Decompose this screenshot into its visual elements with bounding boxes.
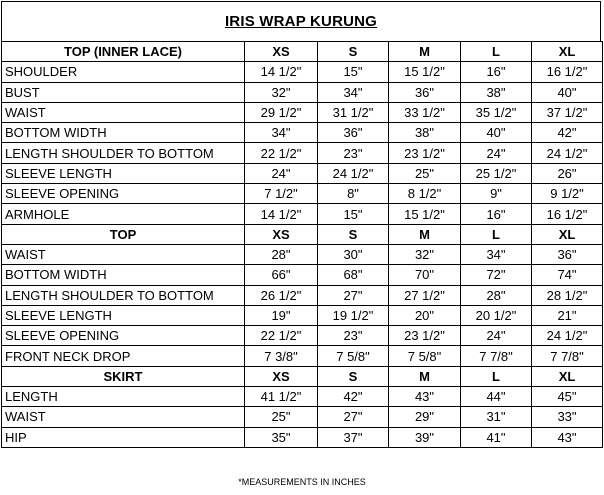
table-row — [2, 62, 603, 82]
measurement-value: 31 1/2" — [318, 102, 389, 122]
measurement-value: 37" — [318, 427, 389, 447]
measurements-footnote: *MEASUREMENTS IN INCHES — [238, 477, 366, 487]
measurement-value: 7 5/8" — [389, 346, 461, 366]
measurement-value: 33" — [532, 407, 603, 427]
measurement-value: 43" — [532, 427, 603, 447]
measurement-value: 40" — [532, 82, 603, 102]
size-header-s: S — [318, 42, 389, 62]
measurement-label: WAIST — [2, 102, 245, 122]
measurement-value: 32" — [389, 244, 461, 264]
section-header-top-inner-lace — [2, 42, 603, 62]
measurement-value: 7 3/8" — [245, 346, 318, 366]
measurement-value: 26 1/2" — [245, 285, 318, 305]
measurement-value: 21" — [532, 305, 603, 325]
measurement-value: 24" — [461, 326, 532, 346]
measurement-value: 31" — [461, 407, 532, 427]
measurement-value: 24 1/2" — [532, 326, 603, 346]
measurement-value: 39" — [389, 427, 461, 447]
measurement-value: 45" — [532, 387, 603, 407]
table-row — [2, 285, 603, 305]
measurement-label: BUST — [2, 82, 245, 102]
measurement-label: SLEEVE OPENING — [2, 184, 245, 204]
measurement-value: 34" — [245, 123, 318, 143]
measurement-value: 36" — [532, 244, 603, 264]
section-header-top — [2, 224, 603, 244]
measurement-value: 30" — [318, 244, 389, 264]
measurement-value: 20" — [389, 305, 461, 325]
measurement-value: 27" — [318, 407, 389, 427]
measurement-value: 23" — [318, 143, 389, 163]
measurement-value: 8" — [318, 184, 389, 204]
measurement-value: 37 1/2" — [532, 102, 603, 122]
table-row — [2, 184, 603, 204]
measurement-label: SHOULDER — [2, 62, 245, 82]
measurement-label: LENGTH — [2, 387, 245, 407]
measurement-value: 24" — [461, 143, 532, 163]
measurement-value: 38" — [389, 123, 461, 143]
size-header-m: M — [389, 42, 461, 62]
size-header-xl: XL — [532, 366, 603, 386]
measurement-label: LENGTH SHOULDER TO BOTTOM — [2, 143, 245, 163]
measurement-label: SLEEVE LENGTH — [2, 163, 245, 183]
measurement-value: 28 1/2" — [532, 285, 603, 305]
measurement-value: 68" — [318, 265, 389, 285]
measurement-value: 16 1/2" — [532, 204, 603, 224]
size-header-m: M — [389, 366, 461, 386]
measurement-value: 22 1/2" — [245, 326, 318, 346]
table-row — [2, 123, 603, 143]
size-header-xl: XL — [532, 42, 603, 62]
measurement-value: 7 7/8" — [532, 346, 603, 366]
table-row — [2, 102, 603, 122]
title-box — [1, 1, 601, 41]
measurement-value: 23 1/2" — [389, 326, 461, 346]
size-header-s: S — [318, 366, 389, 386]
table-row — [2, 244, 603, 264]
measurement-value: 16 1/2" — [532, 62, 603, 82]
table-row — [2, 407, 603, 427]
chart-title: IRIS WRAP KURUNG — [224, 13, 378, 30]
measurement-label: WAIST — [2, 244, 245, 264]
measurement-value: 44" — [461, 387, 532, 407]
measurement-value: 27 1/2" — [389, 285, 461, 305]
size-table — [1, 41, 603, 448]
measurement-value: 9" — [461, 184, 532, 204]
measurement-label: FRONT NECK DROP — [2, 346, 245, 366]
table-row — [2, 387, 603, 407]
measurement-value: 66" — [245, 265, 318, 285]
measurement-value: 15" — [318, 204, 389, 224]
table-row — [2, 82, 603, 102]
measurement-label: LENGTH SHOULDER TO BOTTOM — [2, 285, 245, 305]
measurement-value: 34" — [318, 82, 389, 102]
measurement-value: 25" — [245, 407, 318, 427]
measurement-value: 15 1/2" — [389, 204, 461, 224]
measurement-value: 7 7/8" — [461, 346, 532, 366]
measurement-value: 24 1/2" — [318, 163, 389, 183]
measurement-value: 26" — [532, 163, 603, 183]
measurement-value: 32" — [245, 82, 318, 102]
measurement-value: 36" — [389, 82, 461, 102]
table-row — [2, 143, 603, 163]
measurement-value: 40" — [461, 123, 532, 143]
measurement-value: 24" — [245, 163, 318, 183]
measurement-value: 15 1/2" — [389, 62, 461, 82]
size-header-l: L — [461, 366, 532, 386]
measurement-value: 29 1/2" — [245, 102, 318, 122]
measurement-value: 22 1/2" — [245, 143, 318, 163]
measurement-value: 42" — [532, 123, 603, 143]
measurement-label: BOTTOM WIDTH — [2, 123, 245, 143]
section-title: SKIRT — [2, 366, 245, 386]
measurement-value: 43" — [389, 387, 461, 407]
measurement-value: 70" — [389, 265, 461, 285]
measurement-value: 7 5/8" — [318, 346, 389, 366]
measurement-value: 25 1/2" — [461, 163, 532, 183]
measurement-label: HIP — [2, 427, 245, 447]
measurement-value: 28" — [461, 285, 532, 305]
measurement-value: 25" — [389, 163, 461, 183]
measurement-value: 35 1/2" — [461, 102, 532, 122]
section-header-skirt — [2, 366, 603, 386]
measurement-value: 35" — [245, 427, 318, 447]
measurement-value: 42" — [318, 387, 389, 407]
measurement-value: 29" — [389, 407, 461, 427]
size-header-m: M — [389, 224, 461, 244]
measurement-value: 28" — [245, 244, 318, 264]
table-row — [2, 305, 603, 325]
measurement-value: 41" — [461, 427, 532, 447]
measurement-value: 72" — [461, 265, 532, 285]
size-header-s: S — [318, 224, 389, 244]
size-table-body — [2, 42, 603, 448]
size-header-xs: XS — [245, 42, 318, 62]
measurement-value: 16" — [461, 204, 532, 224]
table-row — [2, 427, 603, 447]
measurement-label: SLEEVE OPENING — [2, 326, 245, 346]
measurement-value: 7 1/2" — [245, 184, 318, 204]
size-header-xs: XS — [245, 366, 318, 386]
measurement-label: ARMHOLE — [2, 204, 245, 224]
table-row — [2, 265, 603, 285]
measurement-value: 23" — [318, 326, 389, 346]
measurement-value: 9 1/2" — [532, 184, 603, 204]
measurement-value: 36" — [318, 123, 389, 143]
measurement-value: 19" — [245, 305, 318, 325]
measurement-value: 23 1/2" — [389, 143, 461, 163]
section-title: TOP — [2, 224, 245, 244]
measurement-value: 14 1/2" — [245, 62, 318, 82]
measurement-value: 27" — [318, 285, 389, 305]
measurement-value: 41 1/2" — [245, 387, 318, 407]
measurement-value: 38" — [461, 82, 532, 102]
measurement-label: BOTTOM WIDTH — [2, 265, 245, 285]
measurement-value: 19 1/2" — [318, 305, 389, 325]
size-header-l: L — [461, 224, 532, 244]
measurement-value: 20 1/2" — [461, 305, 532, 325]
measurement-value: 34" — [461, 244, 532, 264]
measurement-value: 24 1/2" — [532, 143, 603, 163]
measurement-value: 8 1/2" — [389, 184, 461, 204]
table-row — [2, 163, 603, 183]
measurement-label: WAIST — [2, 407, 245, 427]
measurement-value: 14 1/2" — [245, 204, 318, 224]
measurement-value: 33 1/2" — [389, 102, 461, 122]
size-header-l: L — [461, 42, 532, 62]
size-header-xl: XL — [532, 224, 603, 244]
size-header-xs: XS — [245, 224, 318, 244]
measurement-value: 15" — [318, 62, 389, 82]
measurement-value: 16" — [461, 62, 532, 82]
section-title: TOP (INNER LACE) — [2, 42, 245, 62]
measurement-label: SLEEVE LENGTH — [2, 305, 245, 325]
table-row — [2, 346, 603, 366]
measurement-value: 74" — [532, 265, 603, 285]
table-row — [2, 204, 603, 224]
table-row — [2, 326, 603, 346]
